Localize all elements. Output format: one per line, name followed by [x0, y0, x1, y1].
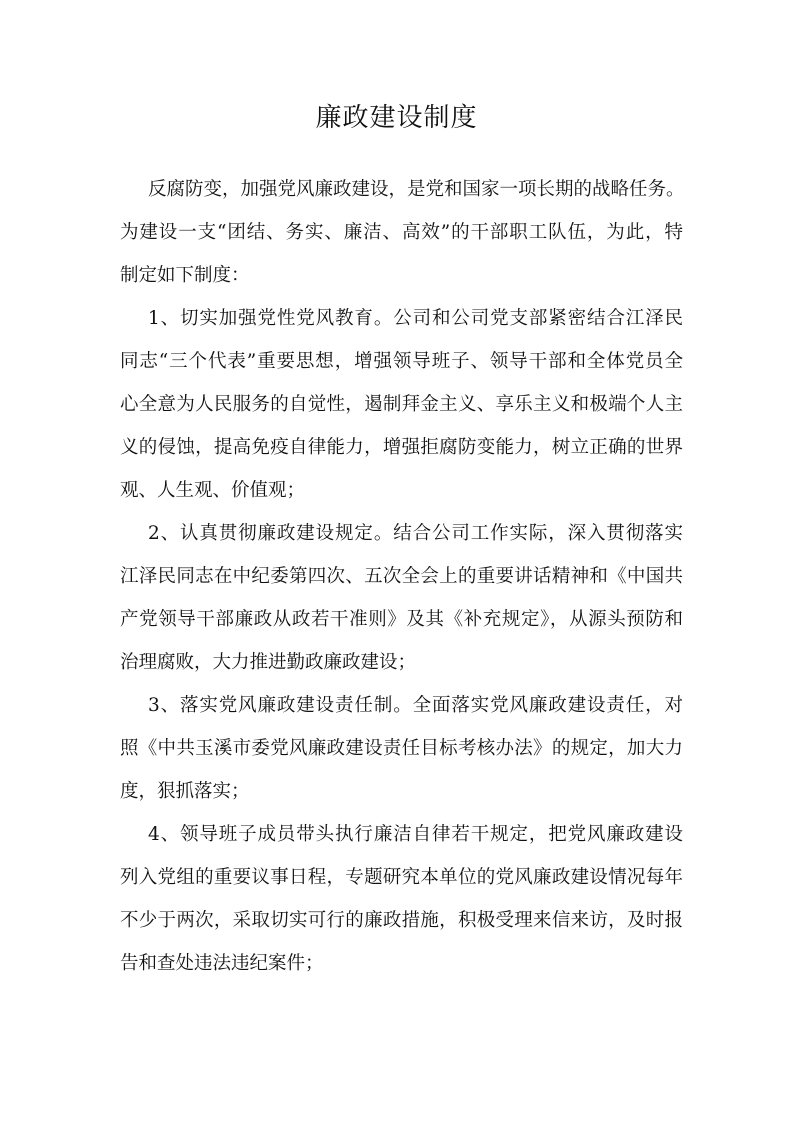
text-line: 度，狠抓落实；: [120, 781, 250, 802]
paragraph-1: [120, 168, 683, 297]
text-line: 义的侵蚀，提高免疫自律能力，增强拒腐防变能力，树立正确的世界: [120, 437, 683, 458]
text-line: 制定如下制度：: [120, 265, 250, 286]
text-line: 4、领导班子成员带头执行廉洁自律若干规定，把党风廉政建设: [148, 824, 683, 845]
text-line: 治理腐败，大力推进勤政廉政建设；: [120, 652, 417, 673]
text-line: 同志“三个代表”重要思想，增强领导班子、领导干部和全体党员全: [120, 351, 683, 372]
text-line: 产党领导干部廉政从政若干准则》及其《补充规定》，从源头预防和: [120, 609, 683, 630]
text-line: 不少于两次，采取切实可行的廉政措施，积极受理来信来访，及时报: [120, 910, 683, 931]
text-line: 照《中共玉溪市委党风廉政建设责任目标考核办法》的规定，加大力: [120, 738, 683, 759]
text-line: 反腐防变，加强党风廉政建设，是党和国家一项长期的战略任务。: [148, 179, 685, 200]
text-line: 江泽民同志在中纪委第四次、五次全会上的重要讲话精神和《中国共: [120, 566, 683, 587]
paragraph-2: [120, 297, 683, 512]
text-line: 1、切实加强党性党风教育。公司和公司党支部紧密结合江泽民: [148, 308, 683, 329]
text-line: 3、落实党风廉政建设责任制。全面落实党风廉政建设责任，对: [148, 695, 683, 716]
text-line: 列入党组的重要议事日程，专题研究本单位的党风廉政建设情况每年: [120, 867, 683, 888]
text-line: 2、认真贯彻廉政建设规定。结合公司工作实际，深入贯彻落实: [148, 523, 683, 544]
text-line: 告和查处违法违纪案件；: [120, 953, 324, 974]
paragraph-4: [120, 684, 683, 813]
document-body: [120, 168, 683, 985]
text-line: 心全意为人民服务的自觉性，遏制拜金主义、享乐主义和极端个人主: [120, 394, 683, 415]
paragraph-3: [120, 512, 683, 684]
document-title: 廉政建设制度: [315, 103, 478, 133]
text-line: 为建设一支“团结、务实、廉洁、高效”的干部职工队伍，为此，特: [120, 222, 683, 243]
text-line: 观、人生观、价值观；: [120, 480, 306, 501]
paragraph-5: [120, 813, 683, 985]
